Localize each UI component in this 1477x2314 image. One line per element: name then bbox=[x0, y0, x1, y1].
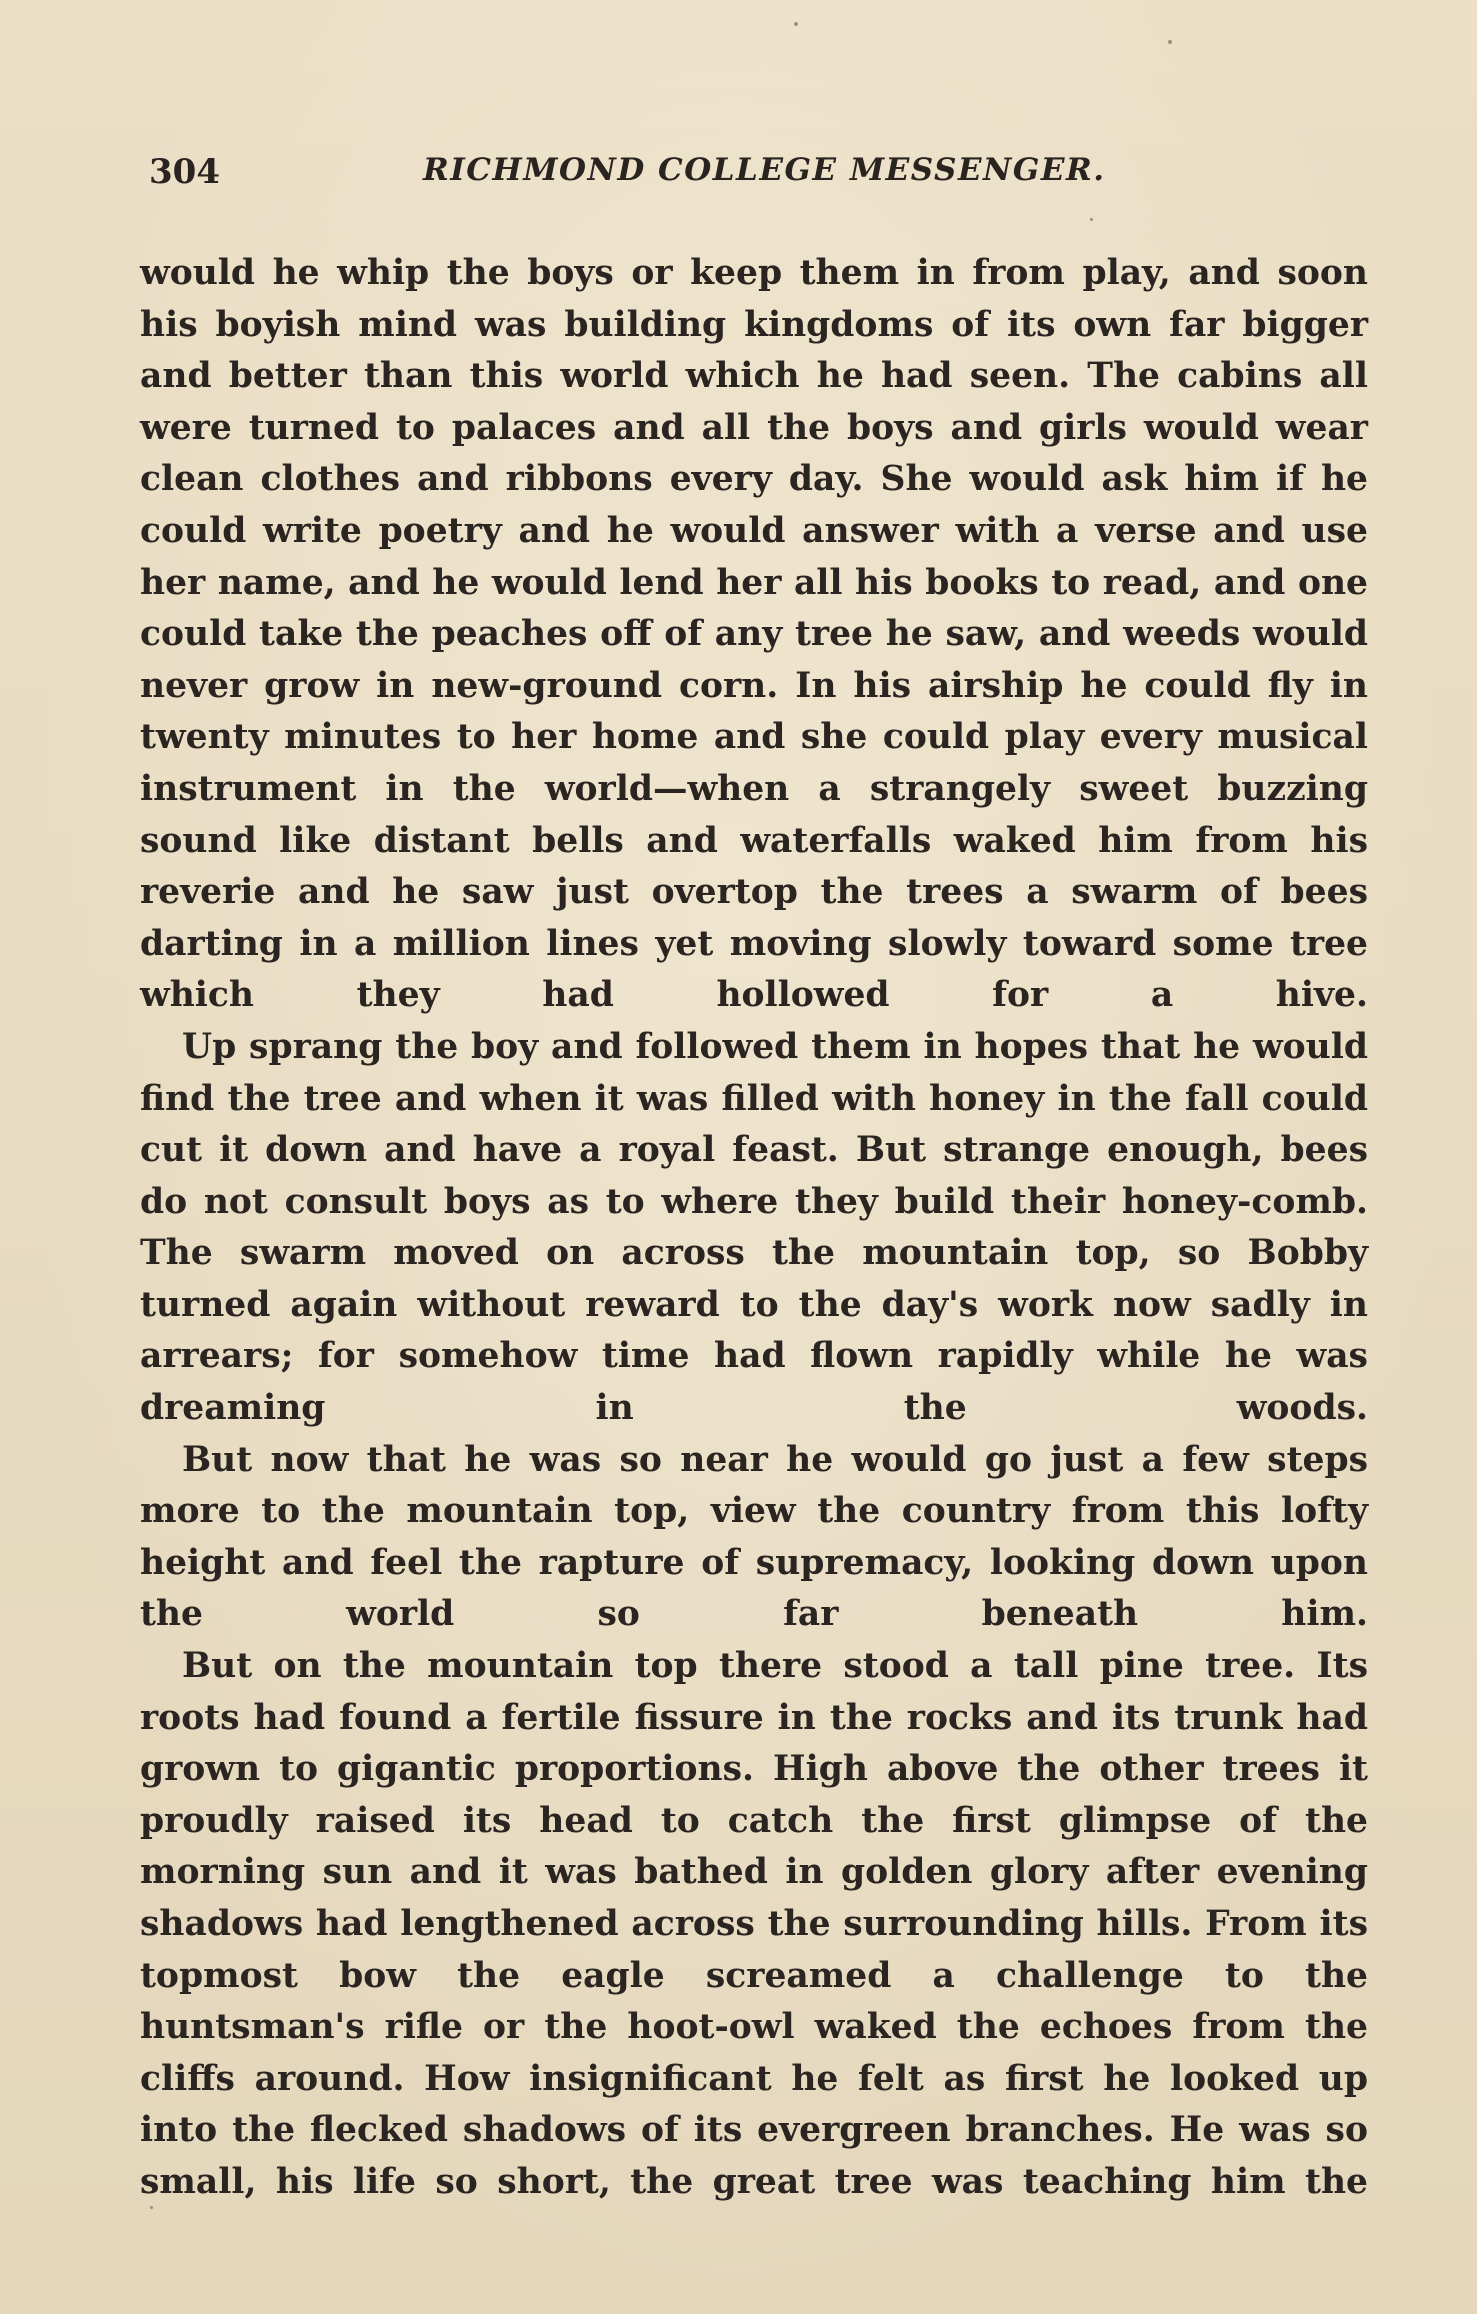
paragraph-2: Up sprang the boy and followed them in hopes that he would find the tree and when it was filled with honey in the fall could cut it down and have a royal feast. But strange enough, bees do not consult boys as to where they build their honey-comb. The swarm moved on across the mountain top, so Bobby turned again without reward to the day's work now sadly in arrears; for somehow time had flown rapidly while he was dreaming in the woods. bbox=[140, 1026, 1368, 1429]
ink-speck bbox=[794, 22, 798, 26]
paragraph-4: But on the mountain top there stood a tall pine tree. Its roots had found a fertile fissure in the rocks and its trunk had grown to gigantic proportions. High above the other trees it proudly raised its head to catch the first glimpse of the morning sun and it was bathed in golden glory after evening shadows had lengthened across the surrounding hills. From its topmost bow the eagle screamed a challenge to the huntsman's rifle or the hoot-owl waked the echoes from the cliffs around. How insignificant he felt as first he looked up into the flecked shadows of its evergreen branches. He was so small, his life so short, the great tree was teaching him the bbox=[140, 1646, 1368, 2202]
page-number: 304 bbox=[149, 152, 220, 192]
ink-speck bbox=[1090, 218, 1093, 221]
page-header bbox=[143, 152, 1373, 212]
ink-speck bbox=[1168, 40, 1172, 44]
running-head: RICHMOND COLLEGE MESSENGER. bbox=[423, 152, 1106, 188]
paragraph-1: would he whip the boys or keep them in from play, and soon his boyish mind was building kingdoms of its own far bigger and better than this world which he had seen. The cabins all were turned to palaces and all the boys and girls would wear clean clothes and ribbons every day. She would ask him if he could write poetry and he would answer with a verse and use her name, and he would lend her all his books to read, and one could take the peaches off of any tree he saw, and weeds would never grow in new-ground corn. In his airship he could fly in twenty minutes to her home and she could play every musical instrument in the world—when a strangely sweet buzzing sound like distant bells and waterfalls waked him from his reverie and he saw just overtop the trees a swarm of bees darting in a million lines yet moving slowly toward some tree which they had hollowed for a hive. bbox=[140, 253, 1368, 1016]
paragraph-3: But now that he was so near he would go just a few steps more to the mountain top, view the country from this lofty height and feel the rapture of supremacy, looking down upon the world so far beneath him. bbox=[140, 1439, 1368, 1635]
body-text bbox=[140, 248, 1368, 2209]
